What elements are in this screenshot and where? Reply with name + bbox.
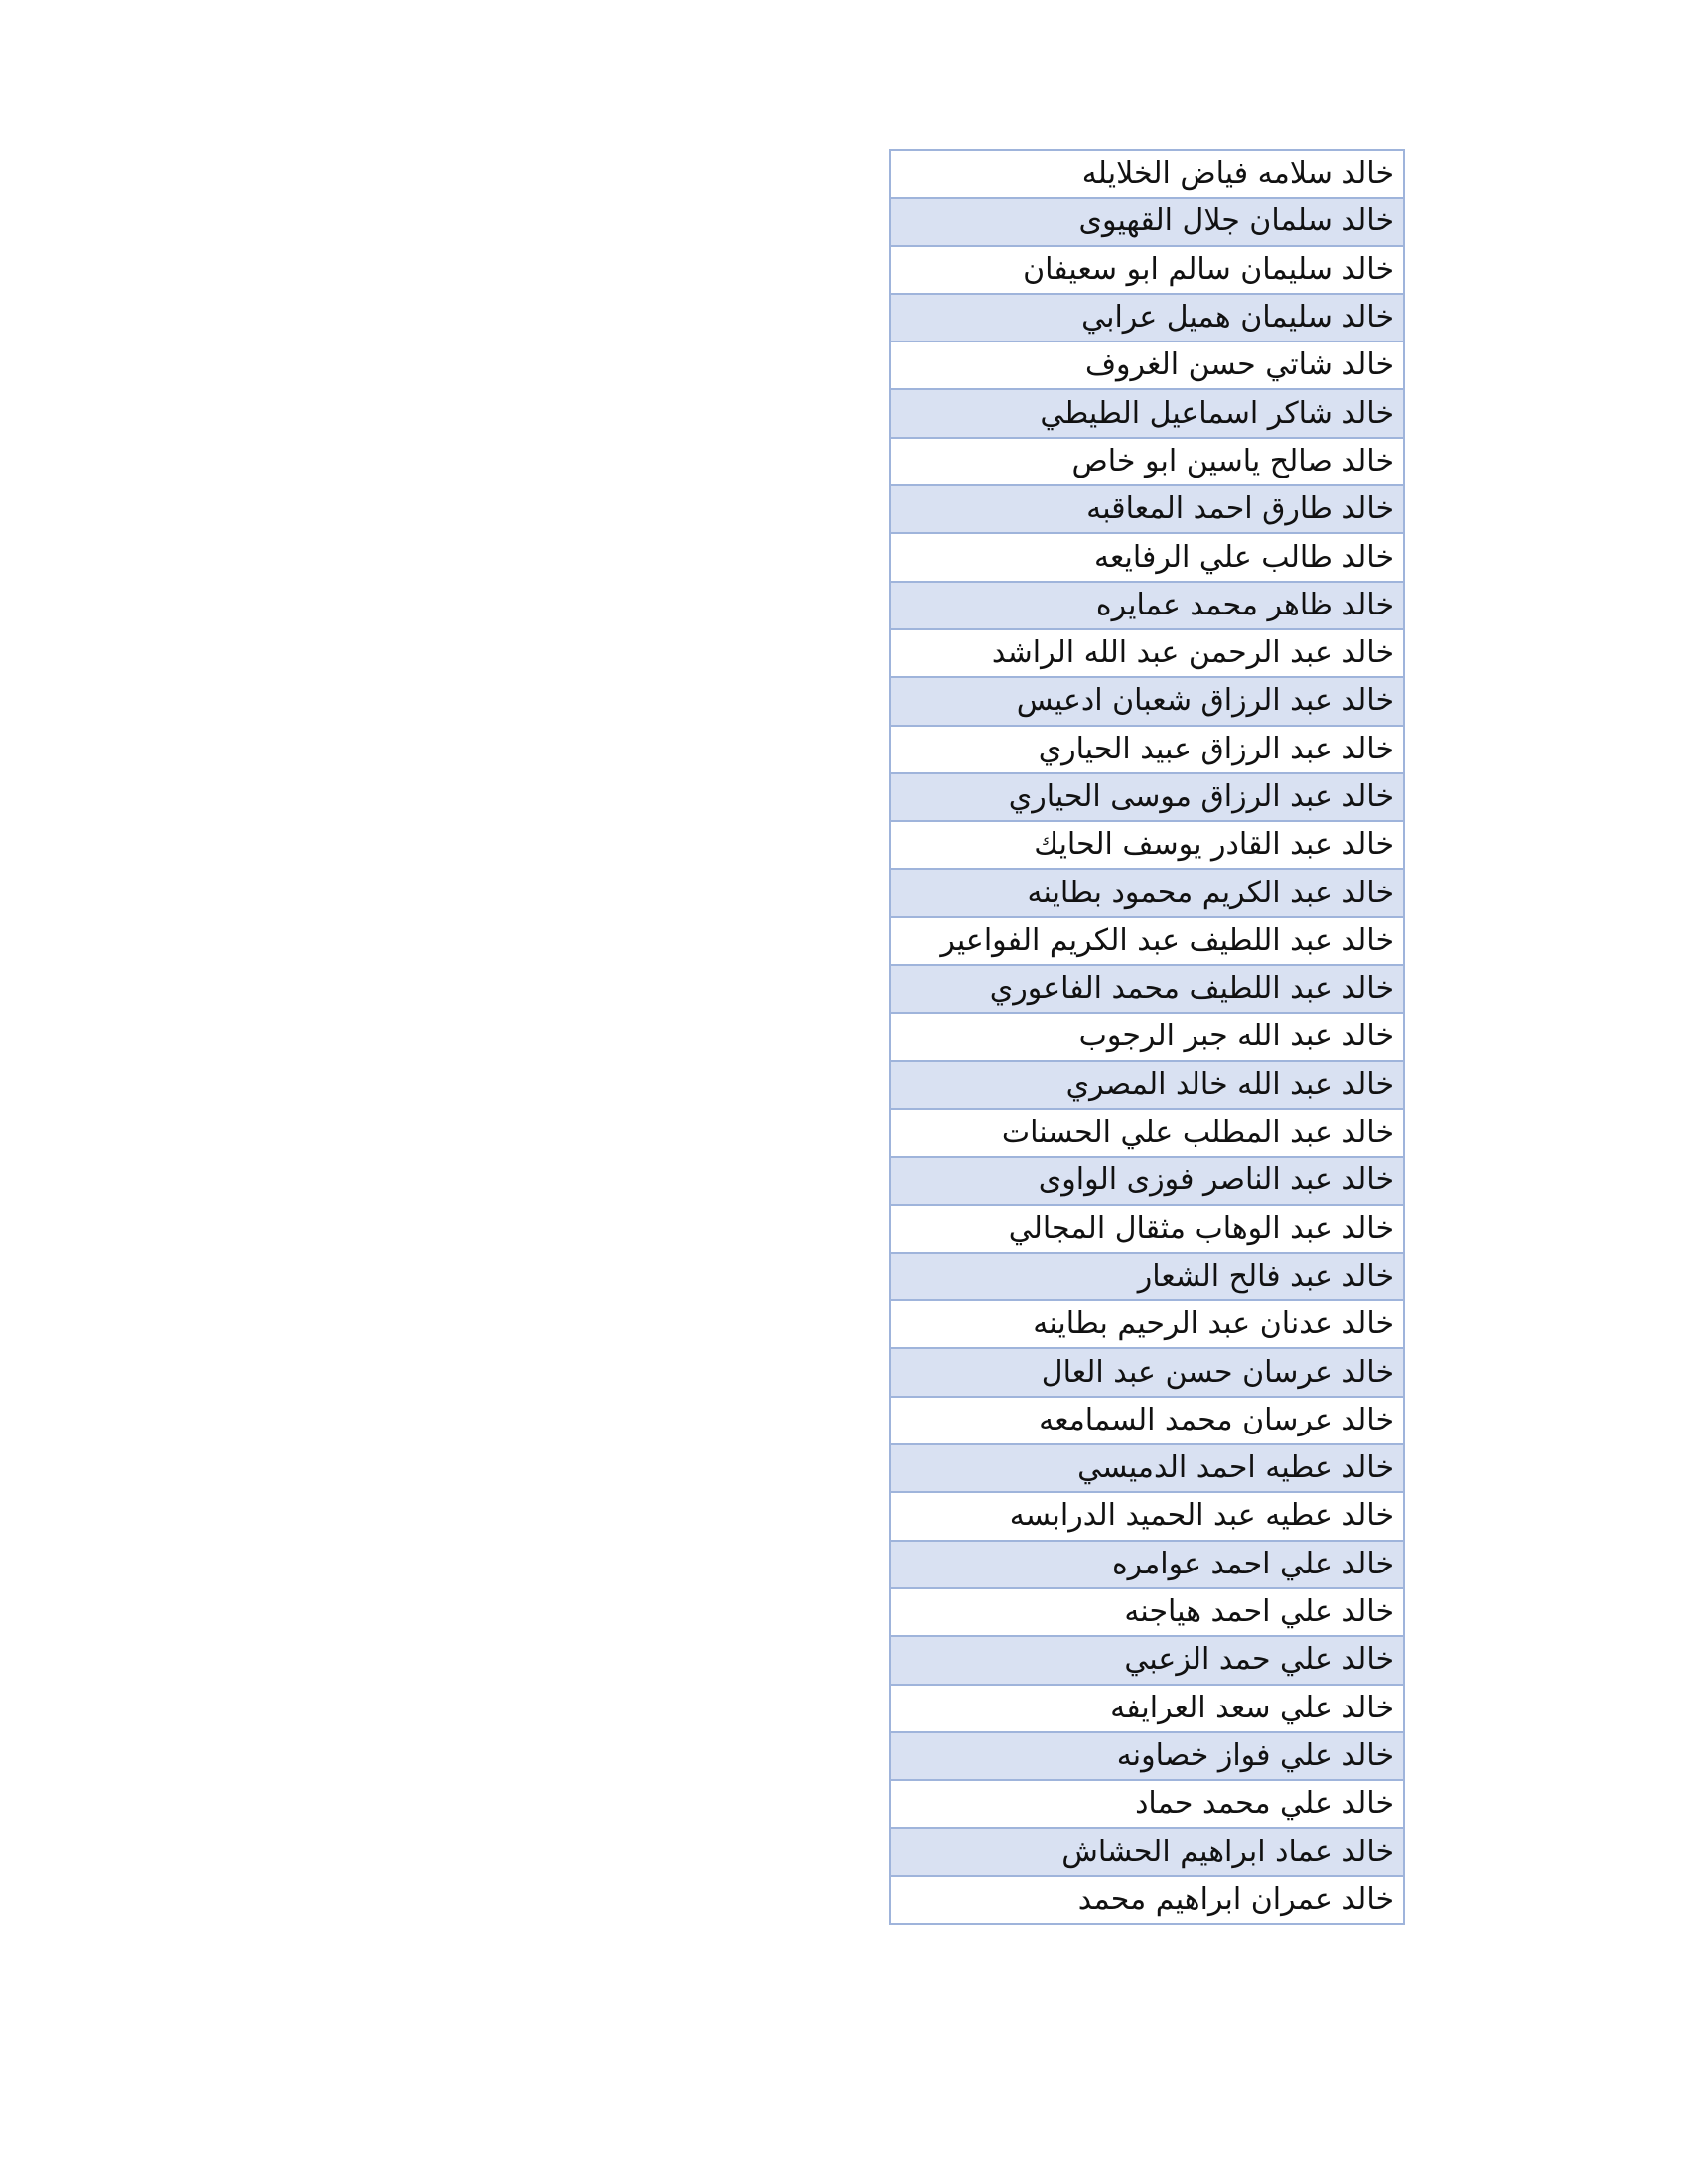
name-cell: خالد سليمان سالم ابو سعيفان <box>890 246 1404 294</box>
table-row <box>890 341 1404 389</box>
name-cell: خالد علي فواز خصاونه <box>890 1732 1404 1780</box>
table-row <box>890 198 1404 245</box>
name-cell: خالد سلمان جلال القهيوى <box>890 198 1404 245</box>
name-cell: خالد عبد الوهاب مثقال المجالي <box>890 1205 1404 1253</box>
table-row <box>890 438 1404 485</box>
name-cell: خالد عمران ابراهيم محمد <box>890 1876 1404 1924</box>
name-cell: خالد علي احمد عوامره <box>890 1541 1404 1588</box>
name-cell: خالد عبد اللطيف عبد الكريم الفواعير <box>890 917 1404 965</box>
table-row <box>890 1157 1404 1204</box>
names-table <box>889 149 1405 1925</box>
name-cell: خالد عطيه عبد الحميد الدرابسه <box>890 1492 1404 1540</box>
table-row <box>890 246 1404 294</box>
name-cell: خالد عبد الله جبر الرجوب <box>890 1013 1404 1060</box>
table-row <box>890 1205 1404 1253</box>
table-row <box>890 1013 1404 1060</box>
name-cell: خالد علي حمد الزعبي <box>890 1636 1404 1684</box>
name-cell: خالد عبد اللطيف محمد الفاعوري <box>890 965 1404 1013</box>
name-cell: خالد عرسان حسن عبد العال <box>890 1348 1404 1396</box>
table-row <box>890 582 1404 629</box>
names-table-body <box>890 150 1404 1924</box>
name-cell: خالد عبد القادر يوسف الحايك <box>890 821 1404 869</box>
name-cell: خالد عطيه احمد الدميسي <box>890 1444 1404 1492</box>
table-row <box>890 869 1404 916</box>
table-row <box>890 1444 1404 1492</box>
name-cell: خالد عبد المطلب علي الحسنات <box>890 1109 1404 1157</box>
table-row <box>890 1588 1404 1636</box>
name-cell: خالد عماد ابراهيم الحشاش <box>890 1828 1404 1875</box>
table-row <box>890 389 1404 437</box>
table-row <box>890 1636 1404 1684</box>
table-row <box>890 1732 1404 1780</box>
table-row <box>890 485 1404 533</box>
name-cell: خالد عبد الرزاق شعبان ادعيس <box>890 677 1404 725</box>
name-cell: خالد علي محمد حماد <box>890 1780 1404 1828</box>
name-cell: خالد طالب علي الرفايعه <box>890 533 1404 581</box>
table-row <box>890 821 1404 869</box>
table-row <box>890 1397 1404 1444</box>
name-cell: خالد شاتي حسن الغروف <box>890 341 1404 389</box>
table-row <box>890 533 1404 581</box>
table-row <box>890 965 1404 1013</box>
name-cell: خالد سلامه فياض الخلايله <box>890 150 1404 198</box>
table-row <box>890 677 1404 725</box>
table-row <box>890 1685 1404 1732</box>
name-cell: خالد علي سعد العرايفه <box>890 1685 1404 1732</box>
table-row <box>890 1300 1404 1348</box>
name-cell: خالد علي احمد هياجنه <box>890 1588 1404 1636</box>
name-cell: خالد عدنان عبد الرحيم بطاينه <box>890 1300 1404 1348</box>
table-row <box>890 1061 1404 1109</box>
name-cell: خالد شاكر اسماعيل الطيطي <box>890 389 1404 437</box>
table-row <box>890 150 1404 198</box>
name-cell: خالد عبد الرزاق موسى الحياري <box>890 773 1404 821</box>
table-row <box>890 773 1404 821</box>
name-cell: خالد عبد الرحمن عبد الله الراشد <box>890 629 1404 677</box>
name-cell: خالد ظاهر محمد عمايره <box>890 582 1404 629</box>
table-row <box>890 1109 1404 1157</box>
table-row <box>890 1780 1404 1828</box>
name-cell: خالد عبد الله خالد المصري <box>890 1061 1404 1109</box>
name-cell: خالد طارق احمد المعاقبه <box>890 485 1404 533</box>
name-cell: خالد عبد الناصر فوزى الواوى <box>890 1157 1404 1204</box>
name-cell: خالد عبد الكريم محمود بطاينه <box>890 869 1404 916</box>
table-row <box>890 1492 1404 1540</box>
table-row <box>890 726 1404 773</box>
table-row <box>890 629 1404 677</box>
table-row <box>890 1828 1404 1875</box>
name-cell: خالد صالح ياسين ابو خاص <box>890 438 1404 485</box>
name-cell: خالد سليمان هميل عرابي <box>890 294 1404 341</box>
table-row <box>890 917 1404 965</box>
table-row <box>890 1253 1404 1300</box>
table-row <box>890 1541 1404 1588</box>
table-row <box>890 1348 1404 1396</box>
table-row <box>890 1876 1404 1924</box>
name-cell: خالد عبد الرزاق عبيد الحياري <box>890 726 1404 773</box>
table-row <box>890 294 1404 341</box>
name-cell: خالد عرسان محمد السمامعه <box>890 1397 1404 1444</box>
name-cell: خالد عبد فالح الشعار <box>890 1253 1404 1300</box>
